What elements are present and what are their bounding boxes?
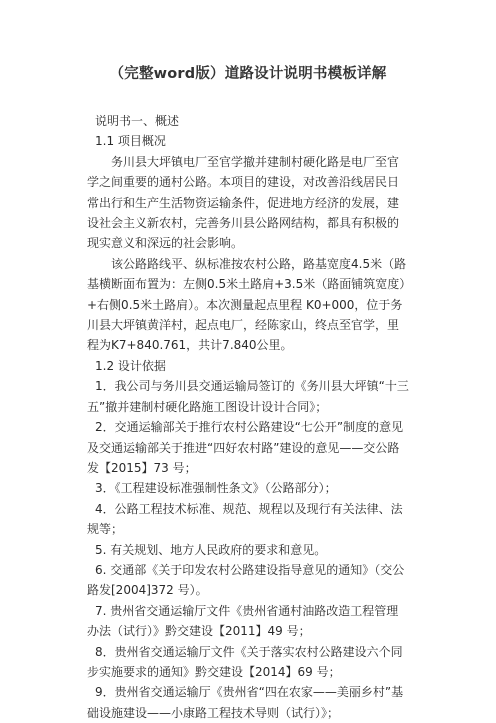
basis-item: 1．我公司与务川县交通运输局签订的《务川县大坪镇“十三五”撤并建制村硬化路施工图设计设计合同》； [87, 379, 409, 414]
subsection-heading-project-overview: 1.1 项目概况 [95, 134, 166, 149]
document-title: （完整word版）道路设计说明书模板详解 [109, 66, 387, 82]
basis-item: 9．贵州省交通运输厅《贵州省“四在农家——美丽乡村”基础设施建设——小康路工程技术导则（试行）》； [87, 685, 404, 720]
basis-item: 7. 贵州省交通运输厅文件《贵州省通村油路改造工程管理办法（试行）》黔交建设【2011】49 号； [87, 603, 399, 639]
paragraph-road-standard: 该公路路线平、纵标准按农村公路，路基宽度4.5米（路基横断面布置为：左侧0.5米土路肩+3.5米（路面铺筑宽度）+右侧0.5米土路肩）。本次测量起点里程 K0+000，位于务川县大坪镇黄洋村，起点电厂，经陈家山，终点至官学，里程为K7+840.761，共计7.840公里。 [87, 256, 407, 353]
basis-item: 3．《工程建设标准强制性条文》（公路部分）； [95, 481, 337, 496]
paragraph-project-overview: 务川县大坪镇电厂至官学撤并建制村硬化路是电厂至官学之间重要的通村公路。本项目的建设，对改善沿线居民日常出行和生产生活物资运输条件，促进地方经济的发展，建设社会主义新农村，完善务川县公路网结构，都具有积极的现实意义和深远的社会影响。 [87, 154, 400, 251]
basis-item: 2．交通运输部关于推行农村公路建设“七公开”制度的意见及交通运输部关于推进“四好农村路”建设的意见——交公路发【2015】73 号； [87, 420, 404, 475]
basis-item: 6. 交通部《关于印发农村公路建设指导意见的通知》（交公路发[2004]372 号）。 [87, 562, 405, 598]
section-heading: 说明书一、概述 [95, 114, 180, 128]
basis-item: 4．公路工程技术标准、规范、规程以及现行有关法律、法规等； [87, 501, 403, 537]
basis-item: 5. 有关规划、地方人民政府的要求和意见。 [95, 542, 327, 557]
basis-item: 8．贵州省交通运输厅文件《关于落实农村公路建设六个同步实施要求的通知》黔交建设【2014】69 号； [87, 644, 403, 679]
subsection-heading-design-basis: 1.2 设计依据 [95, 358, 166, 373]
